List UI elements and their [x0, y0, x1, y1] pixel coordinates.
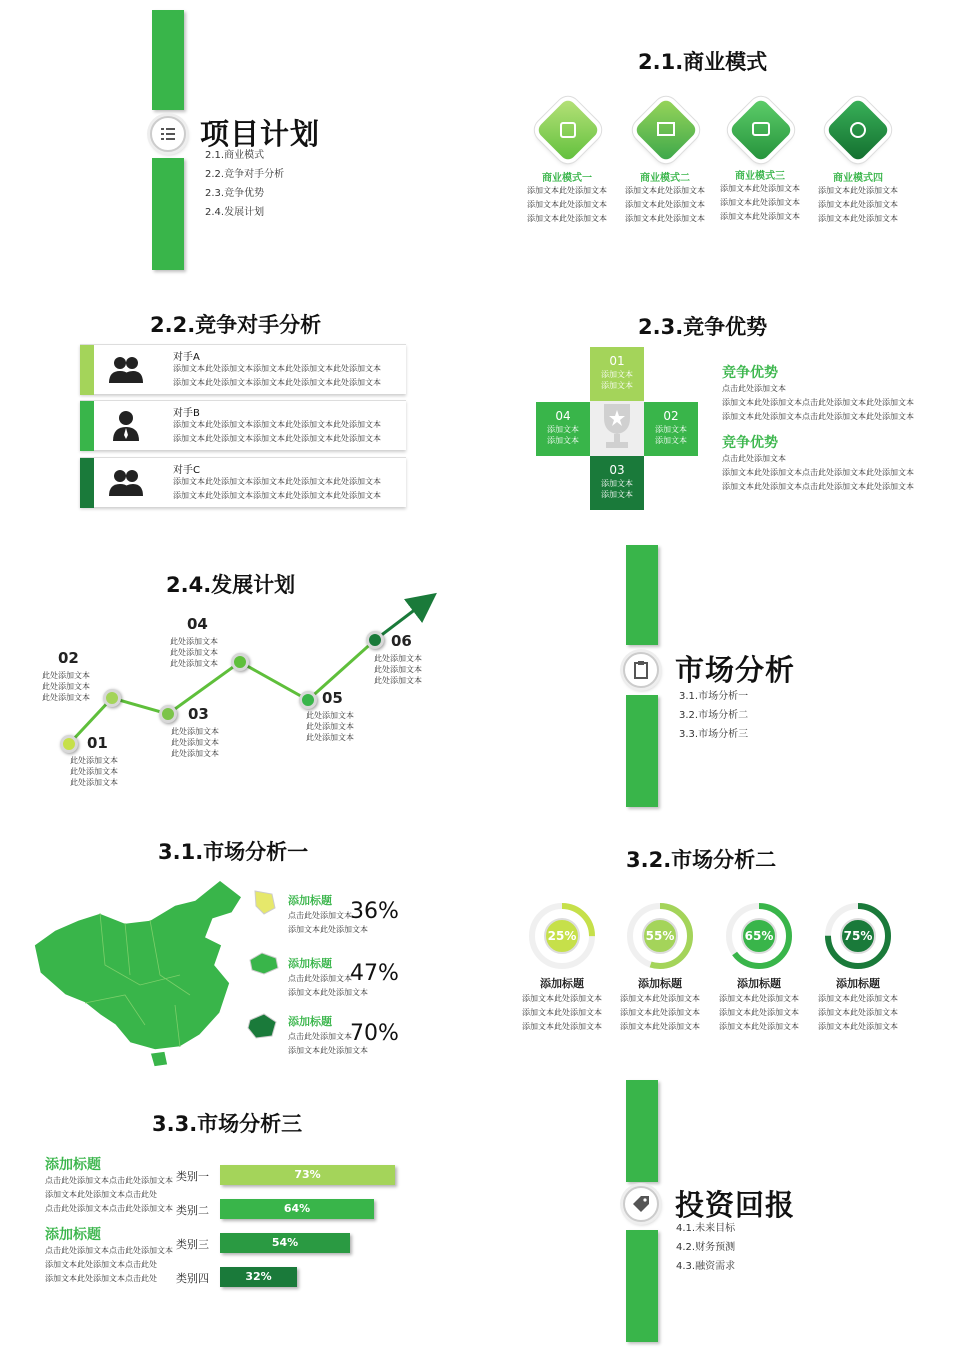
step-number: 04	[187, 615, 208, 633]
text-block: 添加标题 点击此处添加文本点击此处添加文本 添加文本此处添加文本点击此处 点击此处添加文本点击此处添加文本	[45, 1157, 173, 1213]
globe-icon-glyph	[850, 122, 866, 138]
ring-title: 添加标题	[836, 977, 880, 990]
businessman-icon	[108, 409, 144, 443]
region-shape-3	[246, 1012, 278, 1040]
competitor-row	[80, 344, 406, 394]
step-dot-02	[103, 689, 121, 707]
text-block: 添加标题 点击此处添加文本点击此处添加文本 添加文本此处添加文本点击此处 添加文本此处添加文本点击此处	[45, 1227, 173, 1283]
step-dot-06	[366, 631, 384, 649]
competitor-name: 对手C	[173, 465, 200, 476]
bar-category-label: 类别四	[176, 1272, 209, 1285]
bar-category-label: 类别三	[176, 1238, 209, 1251]
bar-category-label: 类别一	[176, 1170, 209, 1183]
list-item[interactable]: 3.1.市场分析一	[679, 691, 749, 702]
bar-mark: 32%	[220, 1267, 297, 1287]
bar-category-label: 类别二	[176, 1204, 209, 1217]
section-title-market: 市场分析	[675, 653, 796, 687]
tv-icon-glyph	[752, 122, 770, 136]
competitor-row	[80, 400, 406, 450]
section-title-investment: 投资回报	[675, 1188, 796, 1222]
section-bar-top	[626, 1080, 658, 1182]
step-text: 此处添加文本 此处添加文本 此处添加文本	[374, 654, 422, 685]
bm-card-label: 商业模式一	[542, 173, 592, 184]
market-percent: 36%	[350, 899, 399, 924]
step-dot-03	[159, 705, 177, 723]
step-number: 03	[188, 705, 209, 723]
advantage-box-01: 01 添加文本 添加文本	[590, 347, 644, 401]
trophy-icon	[596, 402, 638, 454]
competitor-desc: 添加文本此处添加文本添加文本此处添加文本此处添加文本 添加文本此处添加文本添加文本此处添加文本此处添加文本	[173, 364, 381, 387]
competitor-row	[80, 457, 406, 507]
svg-text:55%: 55%	[645, 929, 675, 943]
bm-card-label: 商业模式四	[833, 173, 883, 184]
bar-mark: 73%	[220, 1165, 395, 1185]
step-text: 此处添加文本 此处添加文本 此处添加文本	[170, 637, 218, 668]
progress-ring	[723, 900, 795, 972]
step-text: 此处添加文本 此处添加文本 此处添加文本	[306, 711, 354, 742]
competitor-name: 对手B	[173, 408, 200, 419]
ring-text: 添加文本此处添加文本 添加文本此处添加文本 添加文本此处添加文本	[620, 994, 700, 1031]
ring-title: 添加标题	[540, 977, 584, 990]
section-market-list	[679, 687, 748, 744]
clipboard-icon	[623, 652, 659, 688]
region-shape-2	[248, 950, 280, 976]
slide-title-market-3: 3.3.市场分析三	[152, 1112, 303, 1136]
market-percent: 47%	[350, 961, 399, 986]
step-dot-01	[60, 735, 78, 753]
market-percent: 70%	[350, 1021, 399, 1046]
ring-text: 添加文本此处添加文本 添加文本此处添加文本 添加文本此处添加文本	[522, 994, 602, 1031]
bm-card-text: 添加文本此处添加文本 添加文本此处添加文本 添加文本此处添加文本	[625, 186, 705, 223]
section-bar-bottom	[152, 158, 184, 270]
list-item[interactable]: 4.3.融资需求	[676, 1261, 736, 1272]
progress-ring	[624, 900, 696, 972]
list-item[interactable]: 2.4.发展计划	[205, 207, 265, 218]
ring-title: 添加标题	[737, 977, 781, 990]
market-item: 添加标题 点击此处添加文本 添加文本此处添加文本	[288, 957, 368, 997]
ring-text: 添加文本此处添加文本 添加文本此处添加文本 添加文本此处添加文本	[818, 994, 898, 1031]
slide-title-competitor: 2.2.竞争对手分析	[150, 313, 322, 337]
section-title-plan: 项目计划	[200, 117, 321, 151]
advantage-block: 竞争优势 点击此处添加文本 添加文本此处添加文本点击此处添加文本此处添加文本 添加文本此处添加文本点击此处添加文本此处添加文本	[722, 365, 914, 421]
list-item[interactable]: 3.2.市场分析二	[679, 710, 749, 721]
bar-mark: 64%	[220, 1199, 374, 1219]
section-investment-list	[676, 1219, 735, 1276]
advantage-box-03: 03 添加文本 添加文本	[590, 456, 644, 510]
list-item[interactable]: 4.1.未来目标	[676, 1223, 736, 1234]
list-item[interactable]: 4.2.财务预测	[676, 1242, 736, 1253]
bar-mark: 54%	[220, 1233, 350, 1253]
monitor-icon-glyph	[657, 122, 675, 136]
section-bar-bottom	[626, 695, 658, 807]
step-dot-05	[299, 691, 317, 709]
advantage-box-04: 04 添加文本 添加文本	[536, 402, 590, 456]
bm-card-text: 添加文本此处添加文本 添加文本此处添加文本 添加文本此处添加文本	[720, 184, 800, 221]
region-shape-1	[252, 888, 278, 916]
step-number: 06	[391, 632, 412, 650]
progress-ring	[822, 900, 894, 972]
list-item[interactable]: 2.2.竞争对手分析	[205, 169, 285, 180]
slide-title-market-1: 3.1.市场分析一	[158, 840, 309, 864]
ring-title: 添加标题	[638, 977, 682, 990]
slide-title-advantage: 2.3.竞争优势	[638, 315, 768, 339]
section-bar-bottom	[626, 1230, 658, 1342]
section-bar-top	[626, 545, 658, 645]
competitor-desc: 添加文本此处添加文本添加文本此处添加文本此处添加文本 添加文本此处添加文本添加文本此处添加文本此处添加文本	[173, 477, 381, 500]
china-map	[30, 875, 260, 1075]
svg-text:65%: 65%	[744, 929, 774, 943]
competitor-desc: 添加文本此处添加文本添加文本此处添加文本此处添加文本 添加文本此处添加文本添加文本此处添加文本此处添加文本	[173, 420, 381, 443]
camera-icon-glyph	[560, 122, 576, 138]
market-item: 添加标题 点击此处添加文本 添加文本此处添加文本	[288, 1015, 368, 1055]
section-bar-top	[152, 10, 184, 110]
progress-ring	[526, 900, 598, 972]
svg-text:25%: 25%	[547, 929, 577, 943]
market-item: 添加标题 点击此处添加文本 添加文本此处添加文本	[288, 894, 368, 934]
step-text: 此处添加文本 此处添加文本 此处添加文本	[171, 727, 219, 758]
step-text: 此处添加文本 此处添加文本 此处添加文本	[42, 671, 90, 702]
users-icon	[108, 466, 144, 500]
advantage-box-02: 02 添加文本 添加文本	[644, 402, 698, 456]
bm-card-text: 添加文本此处添加文本 添加文本此处添加文本 添加文本此处添加文本	[818, 186, 898, 223]
tag-icon	[623, 1186, 659, 1222]
slide-title-development: 2.4.发展计划	[166, 573, 296, 597]
step-number: 02	[58, 649, 79, 667]
svg-text:75%: 75%	[843, 929, 873, 943]
ring-text: 添加文本此处添加文本 添加文本此处添加文本 添加文本此处添加文本	[719, 994, 799, 1031]
step-text: 此处添加文本 此处添加文本 此处添加文本	[70, 756, 118, 787]
slide-title-business-model: 2.1.商业模式	[638, 50, 768, 74]
advantage-block: 竞争优势 点击此处添加文本 添加文本此处添加文本点击此处添加文本此处添加文本 添加文本此处添加文本点击此处添加文本此处添加文本	[722, 435, 914, 491]
step-number: 01	[87, 734, 108, 752]
slide-title-market-2: 3.2.市场分析二	[626, 848, 777, 872]
list-item[interactable]: 3.3.市场分析三	[679, 729, 749, 740]
bm-card-label: 商业模式二	[640, 173, 690, 184]
users-icon	[108, 353, 144, 387]
list-item[interactable]: 2.1.商业模式	[205, 150, 265, 161]
step-dot-04	[231, 653, 249, 671]
competitor-name: 对手A	[173, 352, 200, 363]
list-icon	[150, 116, 186, 152]
bm-card-label: 商业模式三	[735, 171, 785, 182]
bm-card-text: 添加文本此处添加文本 添加文本此处添加文本 添加文本此处添加文本	[527, 186, 607, 223]
step-number: 05	[322, 689, 343, 707]
section-plan-list	[205, 146, 284, 222]
list-item[interactable]: 2.3.竞争优势	[205, 188, 265, 199]
